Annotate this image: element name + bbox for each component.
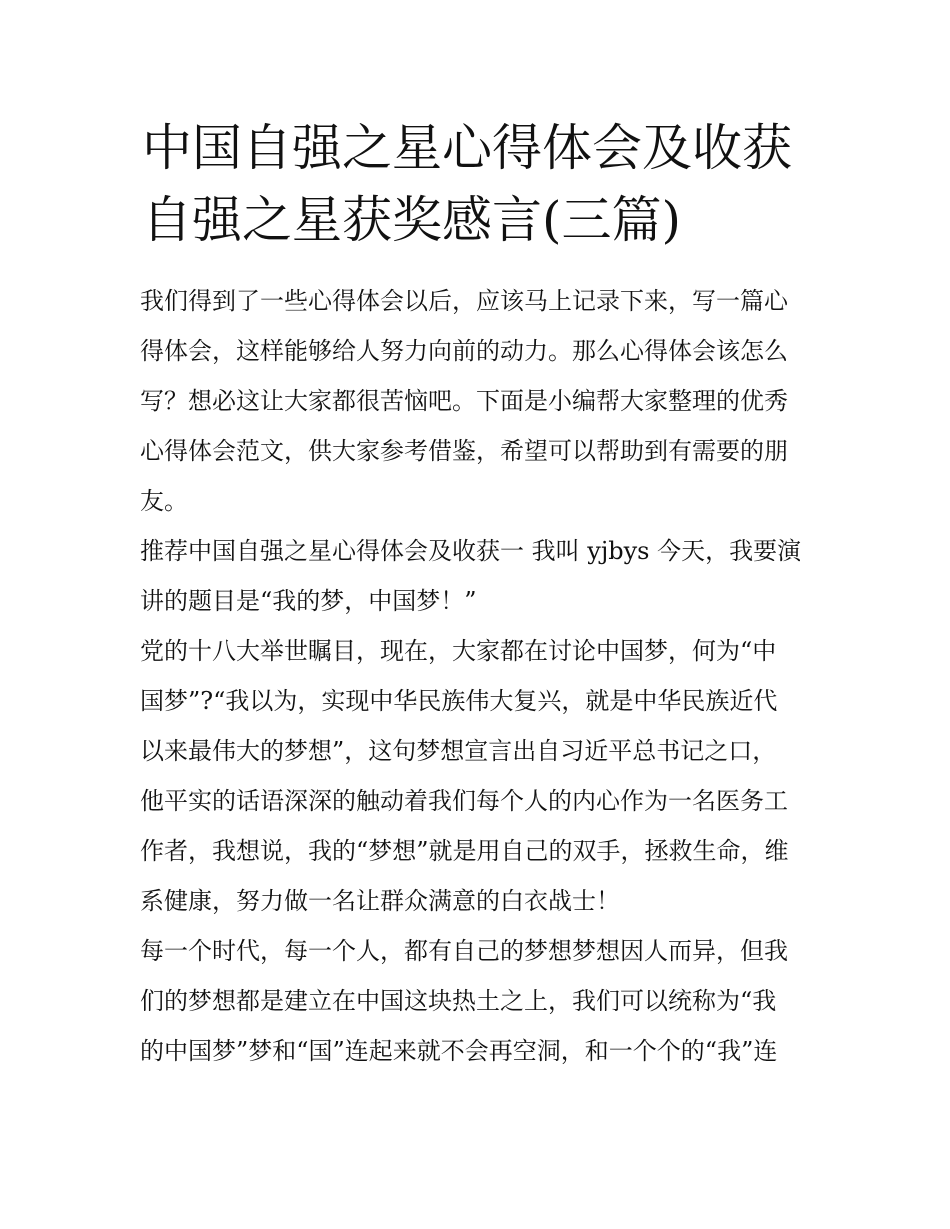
paragraph-line: 他平实的话语深深的触动着我们每个人的内心作为一名医务工 [140,787,788,815]
document-title [142,112,832,256]
paragraph-line: 友。 [140,487,188,515]
paragraph-line: 党的十八大举世瞩目，现在，大家都在讨论中国梦，何为“中 [140,637,777,665]
paragraph-line: 以来最伟大的梦想”，这句梦想宣言出自习近平总书记之口， [140,737,777,765]
paragraph-line: 推荐中国自强之星心得体会及收获一 我叫 yjbys 今天，我要演 [140,537,802,565]
paragraph [140,626,820,926]
paragraph-line: 讲的题目是“我的梦，中国梦！” [140,587,477,615]
paragraph-line: 我们得到了一些心得体会以后，应该马上记录下来，写一篇心 [140,287,788,315]
paragraph [140,926,820,1076]
paragraph-line: 的中国梦”梦和“国”连起来就不会再空洞，和一个个的“我”连 [140,1037,778,1065]
document-body [140,276,820,1076]
paragraph-line: 系健康，努力做一名让群众满意的白衣战士！ [140,887,620,915]
title-line: 中国自强之星心得体会及收获 [142,119,792,177]
paragraph [140,276,820,526]
paragraph-line: 每一个时代，每一个人，都有自己的梦想梦想因人而异，但我 [140,937,788,965]
title-line: 自强之星获奖感言(三篇) [142,191,682,249]
paragraph-line: 们的梦想都是建立在中国这块热土之上，我们可以统称为“我 [140,987,777,1015]
paragraph-line: 作者，我想说，我的“梦想”就是用自己的双手，拯救生命，维 [140,837,789,865]
paragraph [140,526,820,626]
paragraph-line: 心得体会范文，供大家参考借鉴，希望可以帮助到有需要的朋 [140,437,788,465]
paragraph-line: 得体会，这样能够给人努力向前的动力。那么心得体会该怎么 [140,337,788,365]
paragraph-line: 写？想必这让大家都很苦恼吧。下面是小编帮大家整理的优秀 [140,387,788,415]
paragraph-line: 国梦”?“我以为，实现中华民族伟大复兴，就是中华民族近代 [140,687,778,715]
